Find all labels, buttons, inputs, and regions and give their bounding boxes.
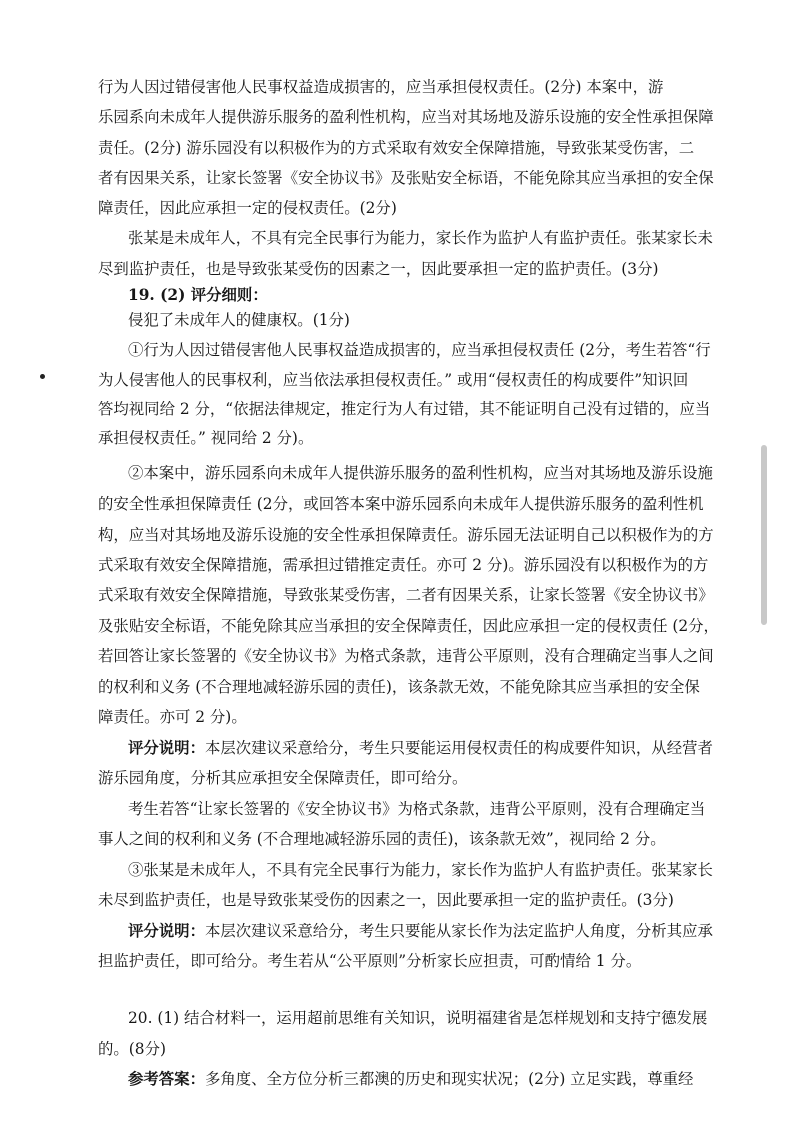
text-line: 事人之间的权利和义务 (不合理地减轻游乐园的责任)，该条款无效”，视同给 2 分。: [98, 830, 666, 848]
section-heading-19-2: 19. (2) 评分细则：: [128, 286, 268, 304]
margin-dot: [40, 374, 45, 379]
text-line: 障责任，因此应承担一定的侵权责任。(2分): [98, 199, 397, 217]
label-prefix: 评分说明：: [128, 739, 205, 757]
text-line: 者有因果关系，让家长签署《安全协议书》及张贴安全标语，不能免除其应当承担的安全保: [98, 169, 714, 187]
text-line: 担监护责任，即可给分。考生若从“公平原则”分析家长应担责，可酌情给 1 分。: [98, 952, 642, 970]
text-line: 乐园系向未成年人提供游乐服务的盈利性机构，应当对其场地及游乐设施的安全性承担保障: [98, 108, 714, 126]
label-prefix: 评分说明：: [128, 922, 205, 940]
text-line: 责任。(2分) 游乐园没有以积极作为的方式采取有效安全保障措施，导致张某受伤害，二: [98, 139, 695, 157]
scoring-note: 评分说明：本层次建议采意给分，考生只要能从家长作为法定监护人角度，分析其应承: [128, 922, 713, 940]
text-line: 的权利和义务 (不合理地减轻游乐园的责任)，该条款无效，不能免除其应当承担的安全保: [98, 678, 700, 696]
text-line: 尽到监护责任，也是导致张某受伤的因素之一，因此要承担一定的监护责任。(3分): [98, 260, 659, 278]
label-prefix: 参考答案：: [128, 1070, 205, 1088]
text-line: 张某是未成年人，不具有完全民事行为能力，家长作为监护人有监护责任。张某家长未: [128, 229, 713, 247]
vertical-scrollbar[interactable]: [761, 445, 767, 625]
text-line: 未尽到监护责任，也是导致张某受伤的因素之一，因此要承担一定的监护责任。(3分): [98, 891, 674, 909]
text-line: 式采取有效安全保障措施，需承担过错推定责任。亦可 2 分)。游乐园没有以积极作为的方: [98, 556, 709, 574]
text-line: 式采取有效安全保障措施，导致张某受伤害，二者有因果关系，让家长签署《安全协议书》: [98, 586, 714, 604]
text-line: 构，应当对其场地及游乐设施的安全性承担保障责任。游乐园无法证明自己以积极作为的方: [98, 526, 714, 544]
scoring-note: 评分说明：本层次建议采意给分，考生只要能运用侵权责任的构成要件知识，从经营者: [128, 739, 713, 757]
text-line: 行为人因过错侵害他人民事权益造成损害的，应当承担侵权责任。(2分) 本案中，游: [98, 78, 664, 96]
reference-answer: 参考答案：多角度、全方位分析三都澳的历史和现实状况；(2分) 立足实践，尊重经: [128, 1070, 694, 1088]
question-20-1: 20. (1) 结合材料一，运用超前思维有关知识，说明福建省是怎样规划和支持宁德发展: [128, 1009, 708, 1027]
text-line: 答均视同给 2 分，“依据法律规定，推定行为人有过错，其不能证明自己没有过错的，应当: [98, 400, 711, 418]
text-line: 考生若答“让家长签署的《安全协议书》为格式条款，违背公平原则，没有合理确定当: [128, 800, 706, 818]
text-line: 侵犯了未成年人的健康权。(1分): [128, 311, 350, 329]
text-line: ①行为人因过错侵害他人民事权益造成损害的，应当承担侵权责任 (2分，考生若答“行: [128, 341, 711, 359]
text-line: 游乐园角度，分析其应承担安全保障责任，即可给分。: [98, 769, 468, 787]
text-line: 的安全性承担保障责任 (2分，或回答本案中游乐园系向未成年人提供游乐服务的盈利性机: [98, 495, 704, 513]
text-line: 障责任。亦可 2 分)。: [98, 708, 247, 726]
text-line: 若回答让家长签署的《安全协议书》为格式条款，违背公平原则，没有合理确定当事人之间: [98, 647, 714, 665]
text-line: ②本案中，游乐园系向未成年人提供游乐服务的盈利性机构，应当对其场地及游乐设施: [128, 464, 713, 482]
text-line: 为人侵害他人的民事权利，应当依法承担侵权责任。” 或用“侵权责任的构成要件”知识回: [98, 371, 689, 389]
text-line: 承担侵权责任。” 视同给 2 分)。: [98, 429, 314, 447]
text-line: 及张贴安全标语，不能免除其应当承担的安全保障责任，因此应承担一定的侵权责任 (2分，: [98, 617, 719, 635]
text-line: ③张某是未成年人，不具有完全民事行为能力，家长作为监护人有监护责任。张某家长: [128, 861, 713, 879]
text-line: 的。(8分): [98, 1040, 166, 1058]
